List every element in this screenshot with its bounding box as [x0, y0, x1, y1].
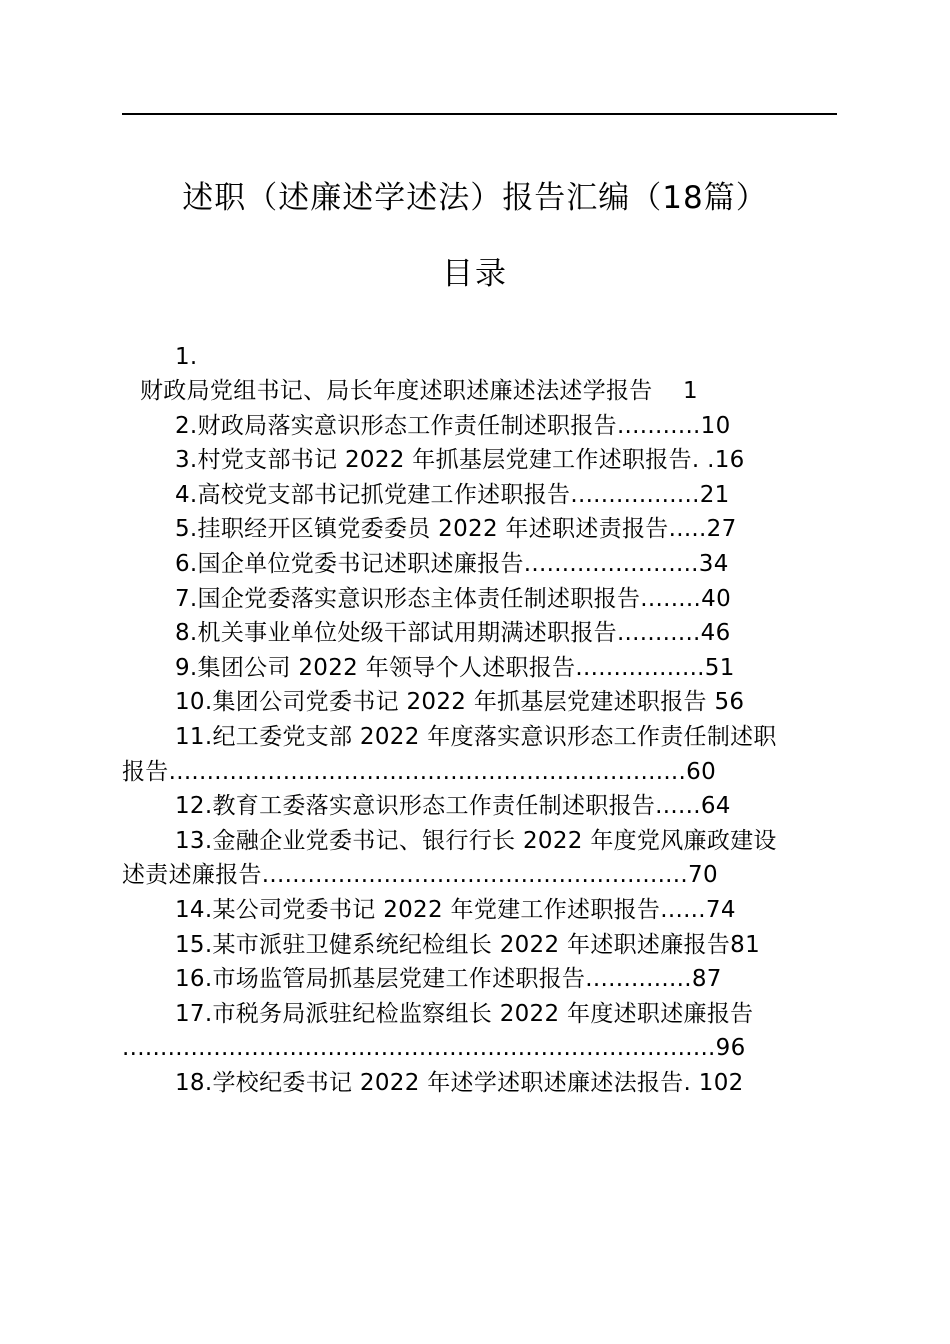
toc-entry-12[interactable]: 12.教育工委落实意识形态工作责任制述职报告......64 — [175, 793, 731, 819]
document-title: 述职（述廉述学述法）报告汇编（18篇） — [182, 180, 768, 216]
toc-entry-9[interactable]: 9.集团公司 2022 年领导个人述职报告.................51 — [175, 655, 735, 681]
toc-entry-1[interactable]: 财政局党组书记、局长年度述职述廉述法述学报告 1 — [140, 378, 698, 404]
toc-entry-8[interactable]: 8.机关事业单位处级干部试用期满述职报告...........46 — [175, 620, 731, 646]
toc-entry-2[interactable]: 2.财政局落实意识形态工作责任制述职报告...........10 — [175, 413, 731, 439]
toc-entry-7[interactable]: 7.国企党委落实意识形态主体责任制述职报告........40 — [175, 586, 731, 612]
toc-entry-16[interactable]: 16.市场监管局抓基层党建工作述职报告..............87 — [175, 966, 722, 992]
toc-entry-13-continued[interactable]: 述责述廉报告........................................................70 — [122, 862, 718, 888]
toc-entry-11-continued[interactable]: 报告....................................................................60 — [122, 759, 717, 785]
toc-entry-13[interactable]: 13.金融企业党委书记、银行行长 2022 年度党风廉政建设 — [175, 828, 777, 854]
toc-entry-10[interactable]: 10.集团公司党委书记 2022 年抓基层党建述职报告 56 — [175, 689, 745, 715]
toc-entry-18[interactable]: 18.学校纪委书记 2022 年述学述职述廉述法报告. 102 — [175, 1070, 744, 1096]
toc-entry-17-continued[interactable]: ..............................................................................96 — [122, 1035, 746, 1061]
toc-entry-11[interactable]: 11.纪工委党支部 2022 年度落实意识形态工作责任制述职 — [175, 724, 777, 750]
toc-entry-5[interactable]: 5.挂职经开区镇党委委员 2022 年述职述责报告.....27 — [175, 516, 737, 542]
toc-entry-15[interactable]: 15.某市派驻卫健系统纪检组长 2022 年述职述廉报告81 — [175, 932, 760, 958]
toc-entry-6[interactable]: 6.国企单位党委书记述职述廉报告.......................34 — [175, 551, 729, 577]
toc-entry-1-number[interactable]: 1. — [175, 344, 198, 370]
toc-entry-14[interactable]: 14.某公司党委书记 2022 年党建工作述职报告......74 — [175, 897, 736, 923]
toc-heading: 目录 — [442, 256, 508, 292]
toc-entry-17[interactable]: 17.市税务局派驻纪检监察组长 2022 年度述职述廉报告 — [175, 1001, 754, 1027]
toc-entry-4[interactable]: 4.高校党支部书记抓党建工作述职报告.................21 — [175, 482, 730, 508]
toc-entry-3[interactable]: 3.村党支部书记 2022 年抓基层党建工作述职报告. .16 — [175, 447, 745, 473]
